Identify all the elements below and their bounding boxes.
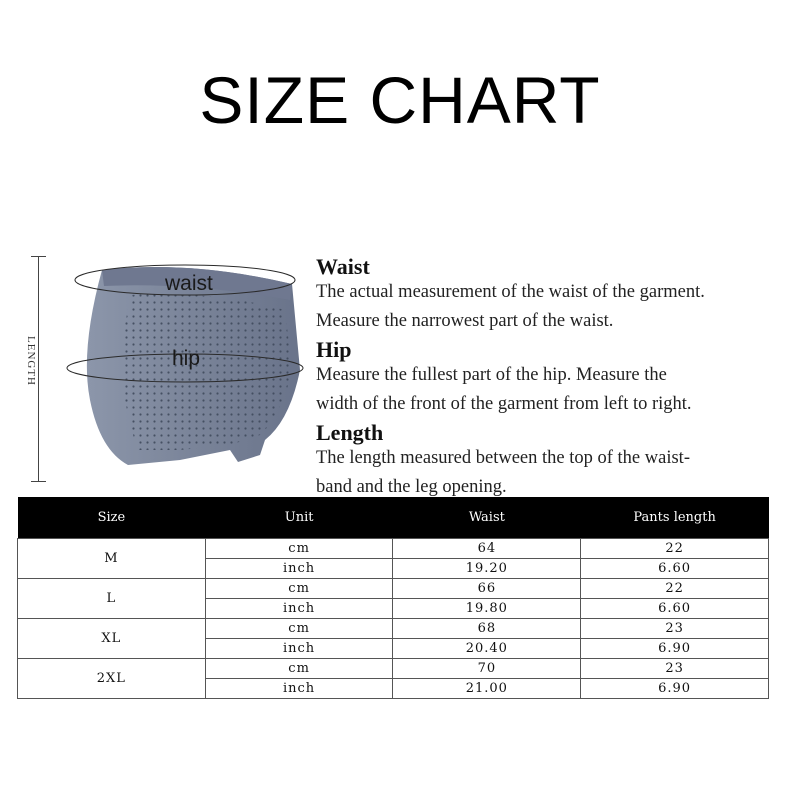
size-table <box>17 497 769 699</box>
pants-length-cell: 6.60 <box>581 559 769 579</box>
size-cell: L <box>18 579 206 619</box>
pants-length-cell: 22 <box>581 539 769 559</box>
pants-length-cell: 23 <box>581 619 769 639</box>
waist-cell: 70 <box>393 659 581 679</box>
waist-cell: 21.00 <box>393 679 581 699</box>
waist-heading: Waist <box>316 254 370 279</box>
unit-cell: cm <box>205 619 393 639</box>
hip-description-line: Measure the fullest part of the hip. Measure the <box>316 365 667 385</box>
header-pants-length: Pants length <box>581 497 769 539</box>
hip-description-line: width of the front of the garment from left to right. <box>316 394 692 414</box>
unit-cell: inch <box>205 599 393 619</box>
table-row <box>18 659 769 679</box>
hip-heading: Hip <box>316 337 352 362</box>
length-guide-cap-bottom <box>31 481 46 482</box>
unit-cell: cm <box>205 579 393 599</box>
header-waist: Waist <box>393 497 581 539</box>
table-row <box>18 619 769 639</box>
size-cell: 2XL <box>18 659 206 699</box>
pants-length-cell: 6.60 <box>581 599 769 619</box>
table-row <box>18 539 769 559</box>
waist-cell: 19.80 <box>393 599 581 619</box>
table-header-row <box>18 497 769 539</box>
measurement-illustration <box>20 250 310 485</box>
size-cell: M <box>18 539 206 579</box>
pants-length-cell: 23 <box>581 659 769 679</box>
length-guide-cap-top <box>31 256 46 257</box>
pants-length-cell: 6.90 <box>581 639 769 659</box>
length-guide-line <box>38 256 39 481</box>
pants-length-cell: 6.90 <box>581 679 769 699</box>
waist-description-line: The actual measurement of the waist of the garment. <box>316 282 705 302</box>
unit-cell: cm <box>205 539 393 559</box>
length-description-line: The length measured between the top of the waist- <box>316 448 690 468</box>
length-description-line: band and the leg opening. <box>316 477 507 497</box>
length-label: LENGTH <box>25 336 37 386</box>
pants-length-cell: 22 <box>581 579 769 599</box>
waist-cell: 20.40 <box>393 639 581 659</box>
table-row <box>18 579 769 599</box>
unit-cell: inch <box>205 559 393 579</box>
unit-cell: inch <box>205 679 393 699</box>
header-unit: Unit <box>205 497 393 539</box>
page-title: SIZE CHART <box>199 63 601 137</box>
waist-cell: 68 <box>393 619 581 639</box>
unit-cell: inch <box>205 639 393 659</box>
length-heading: Length <box>316 420 384 445</box>
waist-cell: 64 <box>393 539 581 559</box>
size-cell: XL <box>18 619 206 659</box>
waist-description-line: Measure the narrowest part of the waist. <box>316 311 614 331</box>
waist-cell: 19.20 <box>393 559 581 579</box>
header-size: Size <box>18 497 206 539</box>
hip-tag: hip <box>172 347 201 370</box>
unit-cell: cm <box>205 659 393 679</box>
waist-tag: waist <box>165 272 213 295</box>
waist-cell: 66 <box>393 579 581 599</box>
measurement-descriptions <box>316 254 786 503</box>
